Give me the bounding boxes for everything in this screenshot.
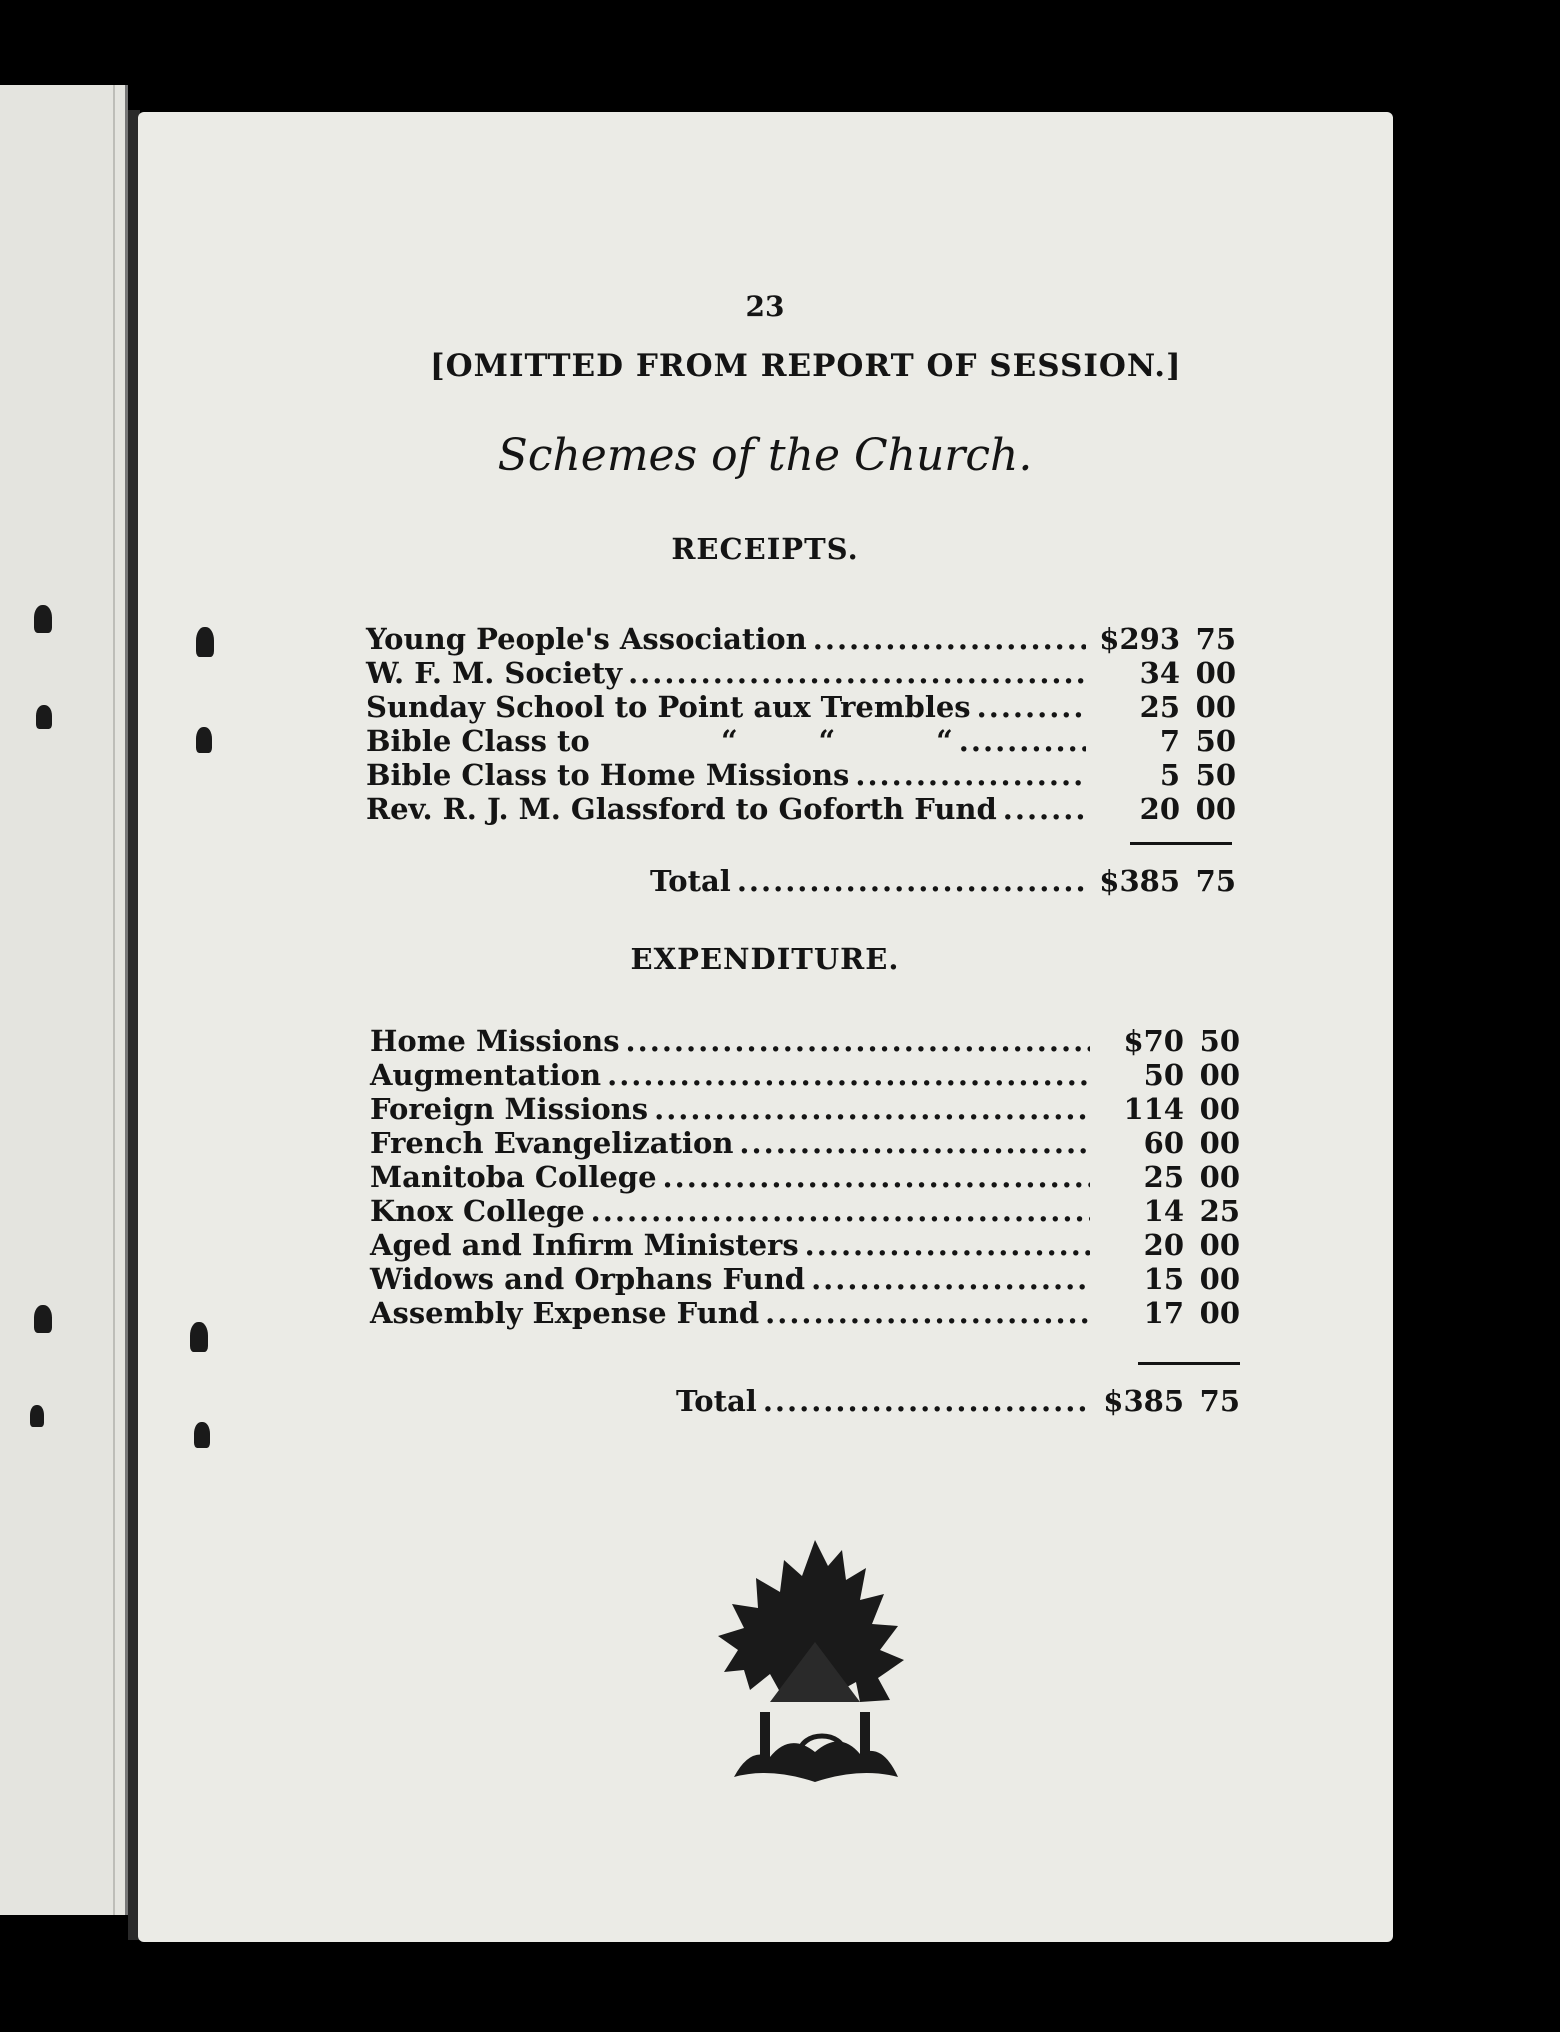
item-cents: 50 — [1195, 758, 1236, 792]
binding-hole — [36, 705, 52, 729]
item-label: Aged and Infirm Ministers — [370, 1228, 799, 1262]
total-cents: 75 — [1199, 1384, 1240, 1418]
item-dollars: $70 — [1123, 1024, 1184, 1058]
item-cents: 00 — [1199, 1126, 1240, 1160]
ledger-row — [370, 1126, 1240, 1160]
item-dollars: 50 — [1143, 1058, 1184, 1092]
item-label: Young People's Association — [366, 622, 807, 656]
page-heading: [OMITTED FROM REPORT OF SESSION.] — [430, 348, 1182, 384]
ledger-row — [366, 792, 1236, 826]
leader-dots — [977, 690, 1086, 724]
page-title: Schemes of the Church. — [497, 430, 1033, 481]
leader-dots — [855, 758, 1086, 792]
item-label: Knox College — [370, 1194, 585, 1228]
total-label: Total — [650, 864, 731, 898]
expenditure-table — [370, 1024, 1240, 1330]
item-label: Home Missions — [370, 1024, 620, 1058]
item-cents: 00 — [1199, 1262, 1240, 1296]
total-dollars: $385 — [1103, 1384, 1184, 1418]
item-cents: 50 — [1199, 1024, 1240, 1058]
item-label: Assembly Expense Fund — [370, 1296, 760, 1330]
facing-page — [0, 85, 128, 1915]
ledger-row — [370, 1024, 1240, 1058]
leader-dots — [765, 1296, 1090, 1330]
item-label: Augmentation — [370, 1058, 602, 1092]
ledger-row — [370, 1194, 1240, 1228]
item-dollars: 14 — [1143, 1194, 1184, 1228]
item-cents: 75 — [1195, 622, 1236, 656]
ledger-row — [366, 656, 1236, 690]
item-cents: 50 — [1195, 724, 1236, 758]
expenditure-total-row — [676, 1384, 1240, 1418]
item-label: Foreign Missions — [370, 1092, 649, 1126]
total-rule — [1130, 842, 1232, 845]
leader-dots — [628, 656, 1086, 690]
item-dollars: $293 — [1099, 622, 1180, 656]
total-label: Total — [676, 1384, 757, 1418]
page-number: 23 — [745, 290, 785, 323]
ledger-row — [366, 724, 1236, 758]
item-label: Bible Class to Home Missions — [366, 758, 850, 792]
ledger-row — [370, 1058, 1240, 1092]
item-cents: 00 — [1199, 1058, 1240, 1092]
ledger-row — [370, 1160, 1240, 1194]
binding-hole — [194, 1422, 210, 1448]
ledger-row — [370, 1296, 1240, 1330]
expenditure-heading: EXPENDITURE. — [630, 942, 900, 976]
receipts-heading: RECEIPTS. — [671, 532, 859, 566]
leader-dots — [1003, 792, 1086, 826]
leader-dots — [654, 1092, 1090, 1126]
ledger-row — [370, 1092, 1240, 1126]
ledger-row — [366, 758, 1236, 792]
binding-hole — [190, 1322, 208, 1352]
item-cents: 00 — [1195, 656, 1236, 690]
ledger-row — [370, 1228, 1240, 1262]
leader-dots — [737, 864, 1086, 898]
item-dollars: 20 — [1139, 792, 1180, 826]
item-cents: 00 — [1199, 1092, 1240, 1126]
item-dollars: 114 — [1123, 1092, 1184, 1126]
ledger-row — [366, 690, 1236, 724]
binding-hole — [196, 727, 212, 753]
item-cents: 25 — [1199, 1194, 1240, 1228]
item-dollars: 25 — [1143, 1160, 1184, 1194]
ledger-row — [370, 1262, 1240, 1296]
leader-dots — [811, 1262, 1090, 1296]
item-label: Rev. R. J. M. Glassford to Goforth Fund — [366, 792, 997, 826]
item-label: W. F. M. Society — [366, 656, 623, 690]
total-dollars: $385 — [1099, 864, 1180, 898]
leader-dots — [763, 1384, 1090, 1418]
burning-bush-emblem-icon — [710, 1532, 920, 1792]
item-label: Widows and Orphans Fund — [370, 1262, 806, 1296]
binding-hole — [196, 627, 214, 657]
leader-dots — [591, 1194, 1090, 1228]
item-dollars: 7 — [1159, 724, 1180, 758]
item-label: Manitoba College — [370, 1160, 657, 1194]
item-dollars: 17 — [1143, 1296, 1184, 1330]
leader-dots — [626, 1024, 1090, 1058]
leader-dots — [607, 1058, 1090, 1092]
binding-hole — [30, 1405, 44, 1427]
item-label: French Evangelization — [370, 1126, 734, 1160]
leader-dots — [959, 724, 1086, 758]
item-label: Sunday School to Point aux Trembles — [366, 690, 971, 724]
total-cents: 75 — [1195, 864, 1236, 898]
item-dollars: 5 — [1159, 758, 1180, 792]
ledger-row — [366, 622, 1236, 656]
item-dollars: 20 — [1143, 1228, 1184, 1262]
item-dollars: 25 — [1139, 690, 1180, 724]
item-cents: 00 — [1195, 690, 1236, 724]
item-dollars: 15 — [1143, 1262, 1184, 1296]
item-cents: 00 — [1199, 1228, 1240, 1262]
document-page — [138, 112, 1393, 1942]
item-cents: 00 — [1199, 1296, 1240, 1330]
item-dollars: 34 — [1139, 656, 1180, 690]
binding-hole — [34, 1305, 52, 1333]
leader-dots — [663, 1160, 1090, 1194]
receipts-table — [366, 622, 1236, 826]
binding-hole — [34, 605, 52, 633]
item-label: Bible Class to “ “ “ — [366, 724, 953, 758]
facing-page-edge — [113, 85, 115, 1915]
item-cents: 00 — [1195, 792, 1236, 826]
receipts-total-row — [650, 864, 1236, 898]
item-dollars: 60 — [1143, 1126, 1184, 1160]
leader-dots — [813, 622, 1086, 656]
leader-dots — [805, 1228, 1090, 1262]
leader-dots — [739, 1126, 1090, 1160]
item-cents: 00 — [1199, 1160, 1240, 1194]
total-rule — [1138, 1362, 1240, 1365]
